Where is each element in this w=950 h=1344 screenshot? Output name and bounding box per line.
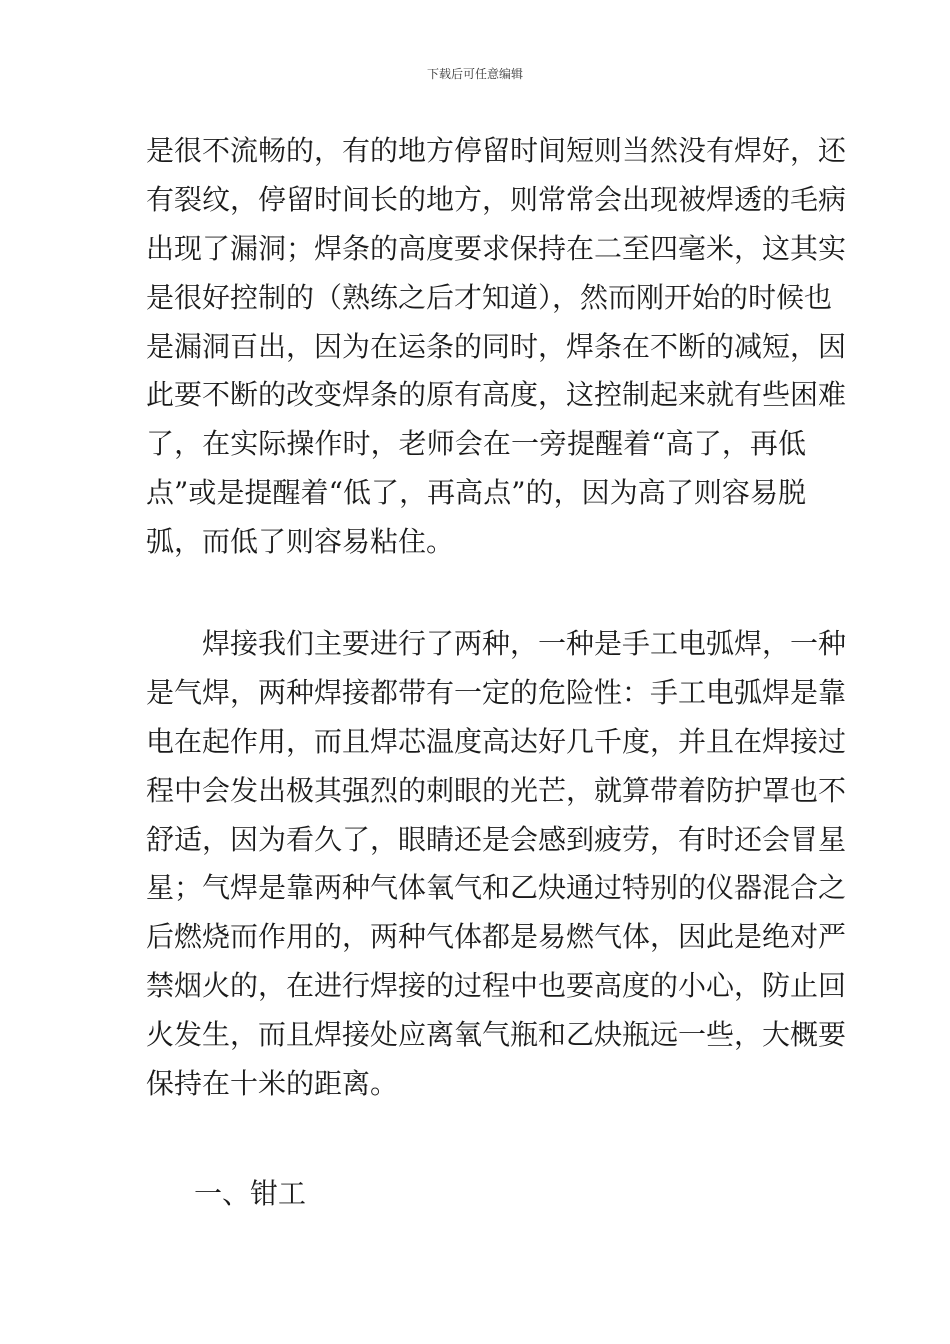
paragraph-line: 弧，而低了则容易粘住。 bbox=[146, 525, 455, 559]
paragraph-line: 是很好控制的（熟练之后才知道），然而刚开始的时候也 bbox=[146, 280, 833, 314]
section-heading: 一、钳工 bbox=[194, 1177, 307, 1210]
paragraph-line: 后燃烧而作用的，两种气体都是易燃气体，因此是绝对严 bbox=[146, 920, 847, 954]
paragraph-line: 禁烟火的，在进行焊接的过程中也要高度的小心，防止回 bbox=[146, 969, 847, 1003]
paragraph-line: 电在起作用，而且焊芯温度高达好几千度，并且在焊接过 bbox=[146, 724, 847, 758]
paragraph-line: 此要不断的改变焊条的原有高度，这控制起来就有些困难 bbox=[146, 378, 847, 412]
page-header: 下载后可任意编辑 bbox=[426, 67, 523, 81]
paragraph-line: 是很不流畅的，有的地方停留时间短则当然没有焊好，还 bbox=[146, 134, 847, 167]
paragraph-1 bbox=[146, 127, 847, 567]
paragraph-line: 舒适，因为看久了，眼睛还是会感到疲劳，有时还会冒星 bbox=[146, 822, 847, 856]
paragraph-line: 程中会发出极其强烈的刺眼的光芒，就算带着防护罩也不 bbox=[146, 773, 847, 807]
paragraph-line: 保持在十米的距离。 bbox=[146, 1067, 399, 1101]
paragraph-line: 有裂纹，停留时间长的地方，则常常会出现被焊透的毛病 bbox=[146, 182, 847, 216]
section-heading-block bbox=[146, 1170, 806, 1219]
paragraph-line: 是气焊，两种焊接都带有一定的危险性：手工电弧焊是靠 bbox=[146, 675, 847, 709]
paragraph-2 bbox=[146, 620, 847, 1109]
paragraph-line: 火发生，而且焊接处应离氧气瓶和乙炔瓶远一些，大概要 bbox=[146, 1018, 847, 1052]
paragraph-line: 出现了漏洞；焊条的高度要求保持在二至四毫米，这其实 bbox=[146, 231, 847, 265]
paragraph-line: 点”或是提醒着“低了，再高点”的，因为高了则容易脱 bbox=[146, 476, 806, 510]
paragraph-line: 了，在实际操作时，老师会在一旁提醒着“高了，再低 bbox=[146, 427, 806, 461]
paragraph-line: 星；气焊是靠两种气体氧气和乙炔通过特别的仪器混合之 bbox=[146, 871, 847, 905]
paragraph-line: 是漏洞百出，因为在运条的同时，焊条在不断的减短，因 bbox=[146, 329, 847, 363]
paragraph-line: 焊接我们主要进行了两种，一种是手工电弧焊，一种 bbox=[202, 627, 847, 660]
